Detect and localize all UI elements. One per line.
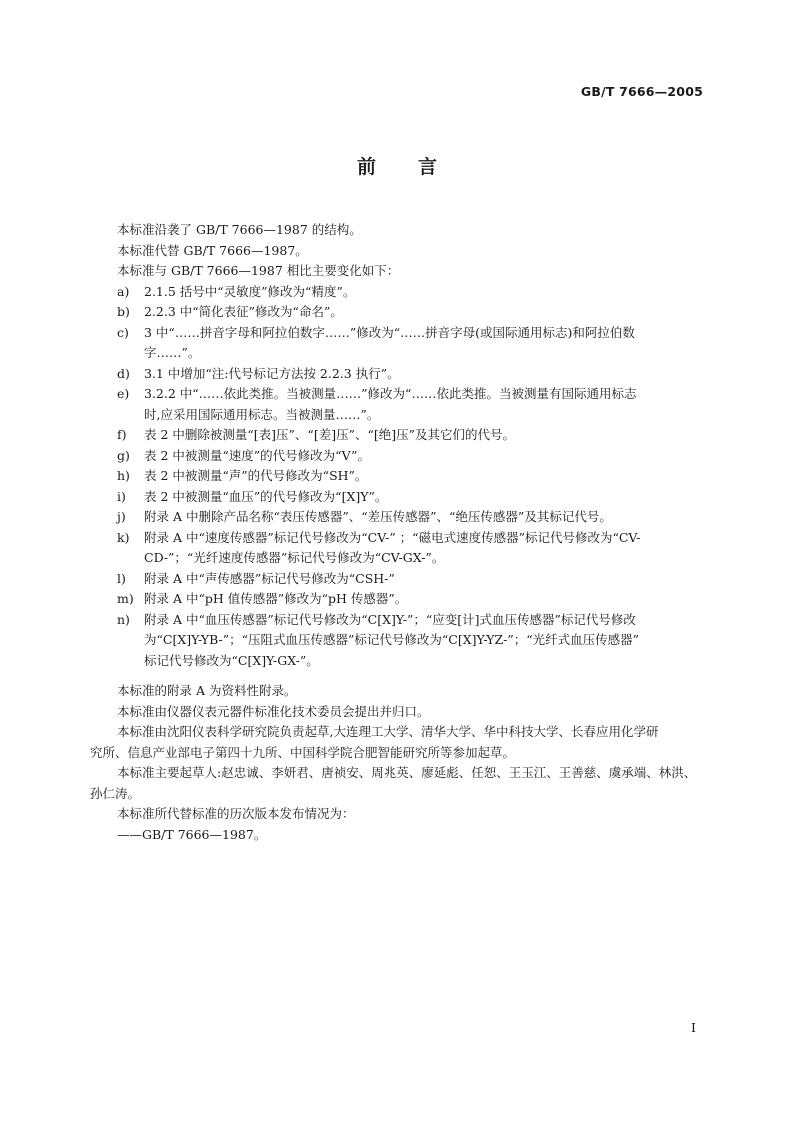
list-marker: e) <box>117 386 130 401</box>
intro-paragraph: 本标准代替 GB/T 7666—1987。 <box>117 242 308 258</box>
change-text: CD-”；“光纤速度传感器”标记代号修改为“CV-GX-”。 <box>144 550 445 565</box>
list-marker: j) <box>117 509 126 524</box>
change-item-b <box>117 302 707 323</box>
change-item-h <box>117 466 707 487</box>
list-marker: k) <box>117 529 130 545</box>
change-item-f <box>117 425 707 446</box>
appendix-paragraph: 本标准的附录 A 为资料性附录。 <box>117 683 297 698</box>
change-text: 字……”。 <box>144 345 201 360</box>
intro-paragraph: 本标准沿袭了 GB/T 7666—1987 的结构。 <box>117 222 362 237</box>
change-text: 附录 A 中“血压传感器”标记代号修改为“C[X]Y-”；“应变[计]式血压传感器”标记代号修改 <box>144 611 636 627</box>
page-number: I <box>691 1020 696 1035</box>
list-marker: d) <box>117 365 130 381</box>
change-item-c <box>117 323 707 364</box>
paragraph-line: 本标准主要起草人:赵忠诚、李妍君、唐祯安、周兆英、廖延彪、任恕、王玉江、王善慈、虞承端、林洪、 <box>117 765 697 780</box>
change-item-m <box>117 589 707 610</box>
change-text: 表 2 中删除被测量“[表]压”、“[差]压”、“[绝]压”及其它们的代号。 <box>144 427 516 442</box>
change-text: 时,应采用国际通用标志。当被测量……”。 <box>144 406 380 422</box>
list-marker: i) <box>117 488 126 504</box>
change-item-g <box>117 446 707 467</box>
list-marker: m) <box>117 591 134 606</box>
paragraph-line: 究所、信息产业部电子第四十九所、中国科学院合肥智能研究所等参加起草。 <box>90 744 516 760</box>
list-marker: l) <box>117 570 126 586</box>
change-item-d <box>117 364 707 385</box>
standard-code: GB/T 7666—2005 <box>580 84 703 99</box>
change-text: 表 2 中被测量“血压”的代号修改为“[X]Y”。 <box>144 488 388 504</box>
proposer-paragraph: 本标准由仪器仪表元器件标准化技术委员会提出并归口。 <box>117 703 430 719</box>
change-text: 附录 A 中“声传感器”标记代号修改为“CSH-” <box>144 570 395 586</box>
change-text: 3 中“……拼音字母和阿拉伯数字……”修改为“……拼音字母(或国际通用标志)和阿拉伯数 <box>144 324 635 340</box>
change-item-j <box>117 507 707 528</box>
change-text: 表 2 中被测量“声”的代号修改为“SH”。 <box>144 468 368 483</box>
change-text: 表 2 中被测量“速度”的代号修改为“V”。 <box>144 447 370 463</box>
change-text: 3.1 中增加“注:代号标记方法按 2.2.3 执行”。 <box>144 365 400 381</box>
history-item: ——GB/T 7666—1987。 <box>117 826 267 842</box>
change-text: 2.1.5 括号中“灵敏度”修改为“精度”。 <box>144 283 356 299</box>
change-text: 附录 A 中“速度传感器”标记代号修改为“CV-” ；“磁电式速度传感器”标记代号修改为“CV- <box>144 529 641 545</box>
change-item-e <box>117 384 707 425</box>
list-marker: g) <box>117 447 130 463</box>
change-text: 附录 A 中删除产品名称“表压传感器”、“差压传感器”、“绝压传感器”及其标记代号。 <box>144 509 612 524</box>
change-item-i <box>117 487 707 508</box>
change-text: 3.2.2 中“……依此类推。当被测量……”修改为“……依此类推。当被测量有国际通用标志 <box>144 386 637 401</box>
list-marker: f) <box>117 427 127 442</box>
history-intro: 本标准所代替标准的历次版本发布情况为： <box>117 806 355 821</box>
list-marker: h) <box>117 468 130 483</box>
change-text: 附录 A 中“pH 值传感器”修改为“pH 传感器”。 <box>144 591 408 606</box>
intro-paragraph: 本标准与 GB/T 7666—1987 相比主要变化如下： <box>117 263 400 278</box>
list-marker: a) <box>117 283 130 299</box>
change-item-a <box>117 282 707 303</box>
list-marker: c) <box>117 324 129 340</box>
change-item-n <box>117 610 707 672</box>
change-text: 为“C[X]Y-YB-”；“压阻式血压传感器”标记代号修改为“C[X]Y-YZ-”；“光纤式血压传感器” <box>144 632 640 647</box>
list-marker: b) <box>117 304 130 319</box>
change-text: 2.2.3 中“简化表征”修改为“命名”。 <box>144 304 343 319</box>
change-item-k <box>117 528 707 569</box>
paragraph-line: 本标准由沈阳仪表科学研究院负责起草,大连理工大学、清华大学、华中科技大学、长春应用化学研 <box>117 724 659 739</box>
list-marker: n) <box>117 611 130 627</box>
paragraph-line: 孙仁涛。 <box>90 785 141 801</box>
drafting-units-paragraph <box>90 722 707 763</box>
change-text: 标记代号修改为“C[X]Y-GX-”。 <box>144 652 319 668</box>
change-item-l <box>117 569 707 590</box>
page-title: 前言 <box>356 156 479 178</box>
drafters-paragraph <box>90 763 707 804</box>
